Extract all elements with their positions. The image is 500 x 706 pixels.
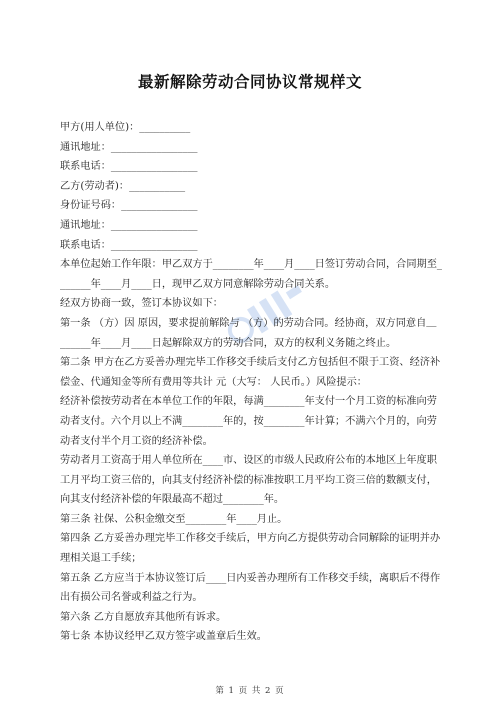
document-line: 动者支付。六个月以上不满________年的，按________年计算；不满六个月的，向劳	[60, 415, 437, 427]
document-line: 出有损公司名誉或利益之行为。	[60, 592, 203, 604]
document-line: 第五条 乙方应当于本协议签订后____日内妥善办理所有工作移交手续，离职后不得作	[60, 572, 441, 584]
document-line: 第七条 本协议经甲乙双方签字或盖章后生效。	[60, 631, 267, 643]
document-line: 第三条 社保、公积金缴交至________年____月止。	[60, 513, 288, 525]
document-line: 本单位起始工作年限：甲乙双方于________年____月____日签订劳动合同，合同期至_	[60, 259, 443, 271]
document-line: 理相关退工手续；	[60, 553, 142, 565]
document-line: 第六条 乙方自愿放弃其他所有诉求。	[60, 611, 227, 623]
document-line: 劳动者月工资高于用人单位所在____市、设区的市级人民政府公布的本地区上年度职	[60, 455, 437, 467]
page-footer: 第 1 页 共 2 页	[215, 686, 285, 696]
document-line: 第一条 （方）因 原因，要求提前解除与 （方）的劳动合同。经协商，双方同意自＿	[60, 317, 437, 329]
document-line: 动者支付半个月工资的经济补偿。	[60, 435, 213, 447]
document-line: 联系电话：_________________	[60, 161, 198, 173]
document-line: 第二条 甲方在乙方妥善办理完毕工作移交手续后支付乙方包括但不限于工资、经济补	[60, 357, 441, 369]
document-line: 偿金、代通知金等所有费用等共计 元（大写： 人民币。）风险提示：	[60, 376, 367, 388]
document-title: 最新解除劳动合同协议常规样文	[137, 73, 362, 91]
document-line: ______年____月____日，现甲乙双方同意解除劳动合同关系。	[60, 278, 336, 290]
document-line: 向其支付经济补偿的年限最高不超过________年。	[60, 494, 285, 506]
document-line: 工月平均工资三倍的，向其支付经济补偿的标准按职工月平均工资三倍的数额支付，	[60, 474, 437, 486]
document-line: 经济补偿按劳动者在本单位工作的年限，每满________年支付一个月工资的标准向劳	[60, 396, 437, 408]
document-line: 经双方协商一致，签订本协议如下：	[60, 298, 223, 310]
document-line: 身份证号码：_______________	[60, 200, 198, 212]
document-line: 甲方(用人单位)：__________	[60, 122, 191, 133]
document-line: 通讯地址：_________________	[60, 141, 198, 153]
document-line: 联系电话：_________________	[60, 239, 198, 251]
document-line: 第四条 乙方妥善办理完毕工作移交手续后，甲方向乙方提供劳动合同解除的证明并办	[60, 533, 441, 545]
document-line: 乙方(劳动者)：___________	[60, 180, 186, 192]
document-line: ______年____月____日起解除双方的劳动合同，双方的权利义务随之终止。	[60, 337, 397, 349]
document-line: 通讯地址：_________________	[60, 219, 198, 231]
document-body	[60, 118, 444, 647]
